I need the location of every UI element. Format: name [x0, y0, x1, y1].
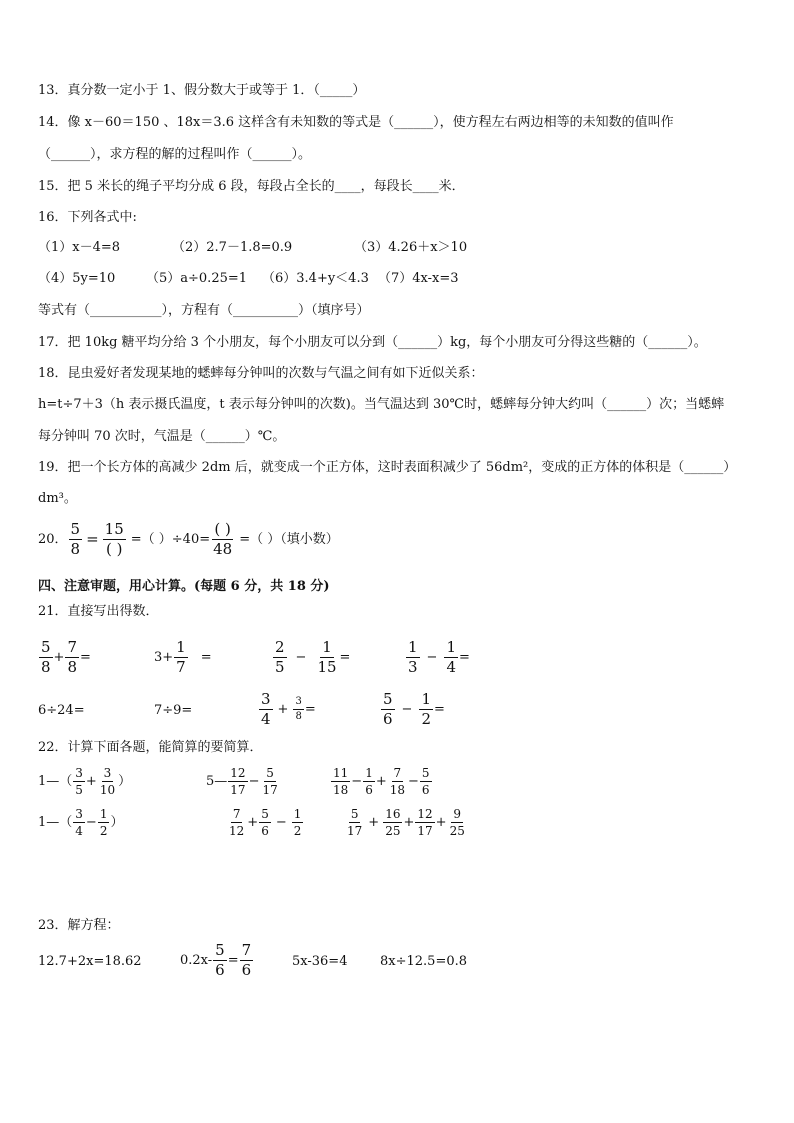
question-14-line-2: （______），求方程的解的过程叫作（______）。: [38, 147, 312, 162]
question-18-line-2: h=t÷7＋3（h 表示摄氏温度，t 表示每分钟叫的次数)。当气温达到 30℃时，蟋蟀每分钟大约叫（______）次；当蟋蟀: [38, 397, 725, 412]
question-21-item-f: 7÷9=: [154, 703, 193, 718]
question-16-intro: 16．下列各式中:: [38, 210, 137, 225]
question-19-line-1: 19．把一个长方体的高减少 2dm 后，就变成一个正方体，这时表面积减少了 56dm²，变成的正方体的体积是（______）: [38, 460, 737, 475]
question-21-title: 21．直接写出得数．: [38, 604, 159, 619]
question-16-answer: 等式有（___________），方程有（__________）（填序号）: [38, 303, 370, 318]
question-16-item-4: （4）5y=10: [38, 271, 116, 286]
question-21-item-h: $\frac{5}{6}$ − $\frac{1}{2}$ =: [383, 690, 445, 728]
question-19-line-2: dm³。: [38, 491, 77, 506]
question-16-item-1: （1）x－4=8: [38, 240, 121, 255]
question-21-item-g: $\frac{3}{4}$ + $\frac{3}{8}$ =: [261, 690, 316, 728]
question-18-line-3: 每分钟叫 70 次时，气温是（______）℃。: [38, 429, 286, 444]
question-16-item-2: （2）2.7－1.8=0.9: [172, 240, 293, 255]
question-16-item-3: （3）4.26＋x＞10: [354, 240, 468, 255]
question-23-item-d: 8x÷12.5=0.8: [380, 954, 468, 969]
question-22-item-c: $\frac{11}{18}$ − $\frac{1}{6}$ + $\frac{7}{18}$ − $\frac{5}{6}$: [333, 766, 430, 797]
question-21-item-c: $\frac{2}{5}$ − $\frac{1}{15}$ =: [275, 638, 351, 676]
question-21-item-d: $\frac{1}{3}$ − $\frac{1}{4}$ =: [408, 638, 470, 676]
question-15: 15．把 5 米长的绳子平均分成 6 段，每段占全长的____，每段长____米．: [38, 179, 465, 194]
question-23-item-c: 5x-36=4: [292, 954, 348, 969]
question-18-line-1: 18．昆虫爱好者发现某地的蟋蟀每分钟叫的次数与气温之间有如下近似关系：: [38, 366, 484, 381]
fraction: $\frac{15}{( )}$: [104, 520, 124, 558]
question-16-item-7: （7）4x-x=3: [378, 271, 459, 286]
question-22-title: 22．计算下面各题，能简算的要简算．: [38, 740, 263, 755]
question-22-item-a: 1—（ $\frac{3}{5}$ + $\frac{3}{10}$ ）: [38, 766, 132, 797]
question-20-tail: =（ ）（填小数）: [239, 532, 339, 547]
fraction: $\frac{5}{8}$: [70, 520, 81, 558]
question-20-middle: =（ ）÷40=: [130, 532, 211, 547]
question-20: [38, 522, 339, 557]
question-21-item-a: $\frac{5}{8}$ + $\frac{7}{8}$ =: [41, 638, 91, 676]
question-23-item-b: 0.2x- $\frac{5}{6}$ = $\frac{7}{6}$: [180, 941, 252, 979]
question-21-item-b: 3+ $\frac{1}{7}$ =: [154, 638, 212, 676]
question-16-item-6: （6）3.4+y＜4.3: [262, 271, 369, 286]
question-22-item-d: 1—（ $\frac{3}{4}$ − $\frac{1}{2}$ ）: [38, 807, 124, 838]
question-23-item-a: 12.7+2x=18.62: [38, 954, 142, 969]
question-23-title: 23．解方程：: [38, 918, 120, 933]
fraction: $\frac{( )}{48}$: [213, 520, 233, 558]
question-22-item-b: 5— $\frac{12}{17}$ − $\frac{5}{17}$: [206, 766, 278, 797]
equals-sign: =: [86, 530, 99, 548]
question-13: 13．真分数一定小于 1、假分数大于或等于 1．（_____）: [38, 83, 366, 98]
question-22-item-e: $\frac{7}{12}$ + $\frac{5}{6}$ − $\frac{1}{2}$: [229, 807, 302, 838]
question-22-item-f: $\frac{5}{17}$ + $\frac{16}{25}$ + $\frac{12}{17}$ + $\frac{9}{25}$: [347, 807, 465, 838]
question-20-number: 20．: [38, 532, 68, 547]
section-heading: 四、注意审题，用心计算。(每题 6 分，共 18 分): [38, 579, 330, 594]
question-21-item-e: 6÷24=: [38, 703, 85, 718]
question-14-line-1: 14．像 x－60＝150 、18x＝3.6 这样含有未知数的等式是（______），使方程左右两边相等的未知数的值叫作: [38, 115, 674, 130]
question-17: 17．把 10kg 糖平均分给 3 个小朋友，每个小朋友可以分到（______）kg，每个小朋友可分得这些糖的（______）。: [38, 335, 707, 350]
question-16-item-5: （5）a÷0.25=1: [146, 271, 248, 286]
